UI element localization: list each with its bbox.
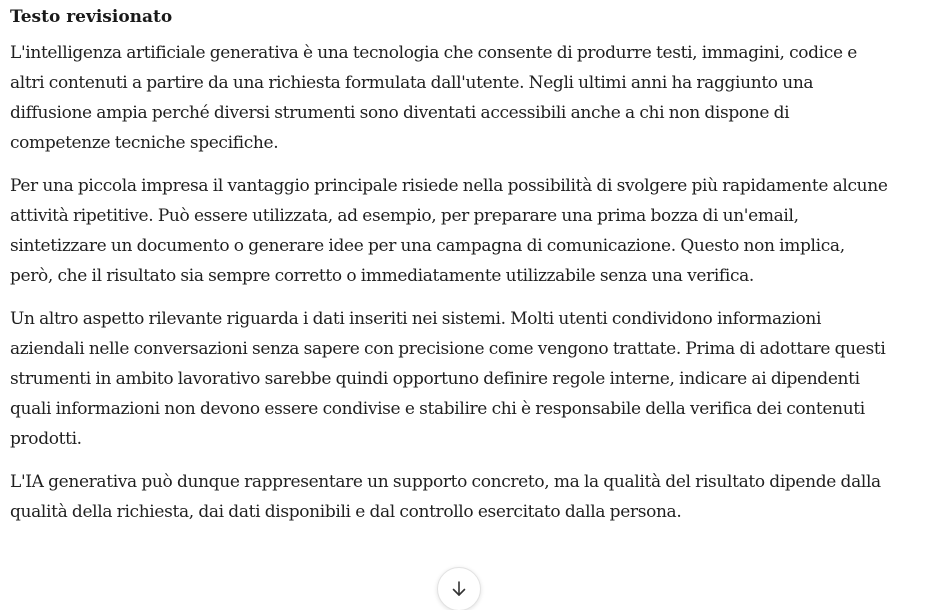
paragraph-3: Un altro aspetto rilevante riguarda i dati inseriti nei sistemi. Molti utenti condividono informazioni aziendali nelle conversazioni senza sapere con precisione come vengono trattate. Prima di adottare questi strumenti in ambito lavorativo sarebbe quindi opportuno definire regole interne, indicare ai dipendenti quali informazioni non devono essere condivise e stabilire chi è responsabile della verifica dei contenuti prodotti. — [10, 309, 886, 449]
arrow-down-icon — [450, 580, 468, 598]
response-document — [10, 4, 890, 540]
paragraph-2: Per una piccola impresa il vantaggio principale risiede nella possibilità di svolgere più rapidamente alcune attività ripetitive. Può essere utilizzata, ad esempio, per preparare una prima bozza di un'email, sintetizzare un documento o generare idee per una campagna di comunicazione. Questo non implica, però, che il risultato sia sempre corretto o immediatamente utilizzabile senza una verifica. — [10, 176, 888, 286]
paragraph-4: L'IA generativa può dunque rappresentare un supporto concreto, ma la qualità del risultato dipende dalla qualità della richiesta, dai dati disponibili e dal controllo esercitato dalla persona. — [10, 472, 881, 522]
scroll-to-bottom-button[interactable] — [437, 567, 481, 610]
section-heading: Testo revisionato — [10, 7, 173, 27]
paragraph-1: L'intelligenza artificiale generativa è una tecnologia che consente di produrre testi, immagini, codice e altri contenuti a partire da una richiesta formulata dall'utente. Negli ultimi anni ha raggiunto una diffusione ampia perché diversi strumenti sono diventati accessibili anche a chi non dispone di competenze tecniche specifiche. — [10, 43, 857, 153]
